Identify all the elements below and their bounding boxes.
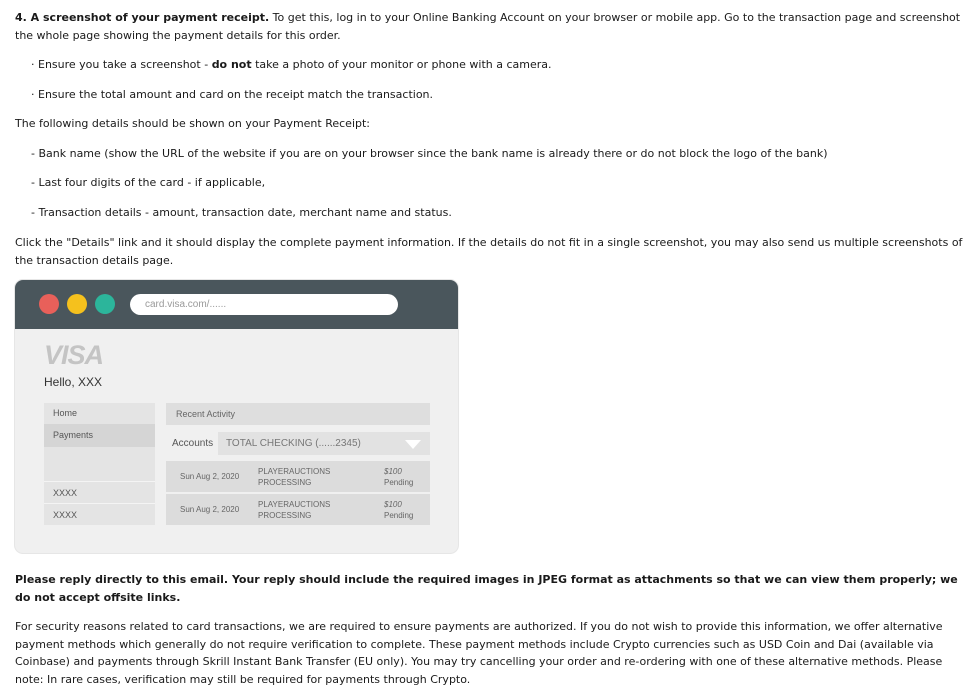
receipt-instructions: [15, 9, 970, 44]
transaction-status: Pending: [384, 511, 414, 520]
chevron-down-icon: [405, 440, 421, 449]
transaction-amount-status: [384, 499, 413, 521]
transaction-row: [166, 461, 430, 492]
address-bar: card.visa.com/......: [130, 294, 398, 315]
details-link-instructions: Click the "Details" link and it should display the complete payment information. If the details do not fit in a single screenshot, you may also send us multiple screenshots of the transaction details page.: [15, 236, 963, 267]
sidebar-item-payments: Payments: [44, 424, 155, 447]
transaction-amount: $100: [384, 500, 402, 509]
maximize-dot-icon: [95, 294, 115, 314]
minimize-dot-icon: [67, 294, 87, 314]
transaction-date: Sun Aug 2, 2020: [180, 472, 240, 481]
transaction-date: Sun Aug 2, 2020: [180, 505, 240, 514]
sidebar: [44, 403, 155, 525]
accounts-label: Accounts: [172, 438, 214, 449]
receipt-heading: 4. A screenshot of your payment receipt.: [15, 11, 270, 24]
transaction-amount-status: [384, 466, 413, 488]
browser-toolbar: [15, 280, 458, 329]
detail-last-four: - Last four digits of the card - if applicable,: [31, 176, 266, 189]
bullet-amount-match: · Ensure the total amount and card on the receipt match the transaction.: [31, 88, 434, 101]
visa-logo: VISA: [44, 340, 104, 370]
receipt-instructions-text: To get this, log in to your Online Banking Account on your browser or mobile app. Go to the transaction page and screenshot the whole page showing the payment details for this order.: [15, 11, 961, 42]
sidebar-item-xxxx: XXXX: [44, 503, 155, 525]
transaction-amount: $100: [384, 467, 402, 476]
account-select-value: TOTAL CHECKING (......2345): [226, 438, 361, 449]
sidebar-item-home: Home: [53, 408, 78, 418]
detail-transaction: - Transaction details - amount, transaction date, merchant name and status.: [31, 206, 452, 219]
transaction-status: Pending: [384, 478, 414, 487]
close-dot-icon: [39, 294, 59, 314]
example-bank-screenshot: [15, 280, 458, 553]
bullet-screenshot: · Ensure you take a screenshot - do not take a photo of your monitor or phone with a camera.: [31, 58, 552, 71]
sidebar-item-xxxx: XXXX: [44, 481, 155, 503]
security-notice: For security reasons related to card transactions, we are required to ensure payments are authorized. If you do not wish to provide this information, we offer alternative payment methods which generally do not require verification to complete. These payment methods include Crypto currencies such as USD Coin and Dai (available via Coinbase) and payments through Skrill Instant Bank Transfer (EU only). You may try cancelling your order and re-ordering with one of these alternative methods. Please note: In rare cases, verification may still be required for payments through Crypto.: [15, 620, 943, 686]
account-select: [218, 432, 430, 455]
detail-bank-name: - Bank name (show the URL of the website if you are on your browser since the bank name is already there or do not block the logo of the bank): [31, 147, 828, 160]
transaction-merchant: PLAYERAUCTIONS PROCESSING: [258, 500, 331, 520]
greeting: Hello, XXX: [44, 375, 103, 389]
transaction-merchant: PLAYERAUCTIONS PROCESSING: [258, 467, 331, 487]
details-intro: The following details should be shown on your Payment Receipt:: [15, 117, 371, 130]
transaction-row: [166, 494, 430, 525]
recent-activity-header: Recent Activity: [166, 403, 430, 425]
reply-instructions: Please reply directly to this email. Your reply should include the required images in JPEG format as attachments so that we can view them properly; we do not accept offsite links.: [15, 573, 958, 604]
